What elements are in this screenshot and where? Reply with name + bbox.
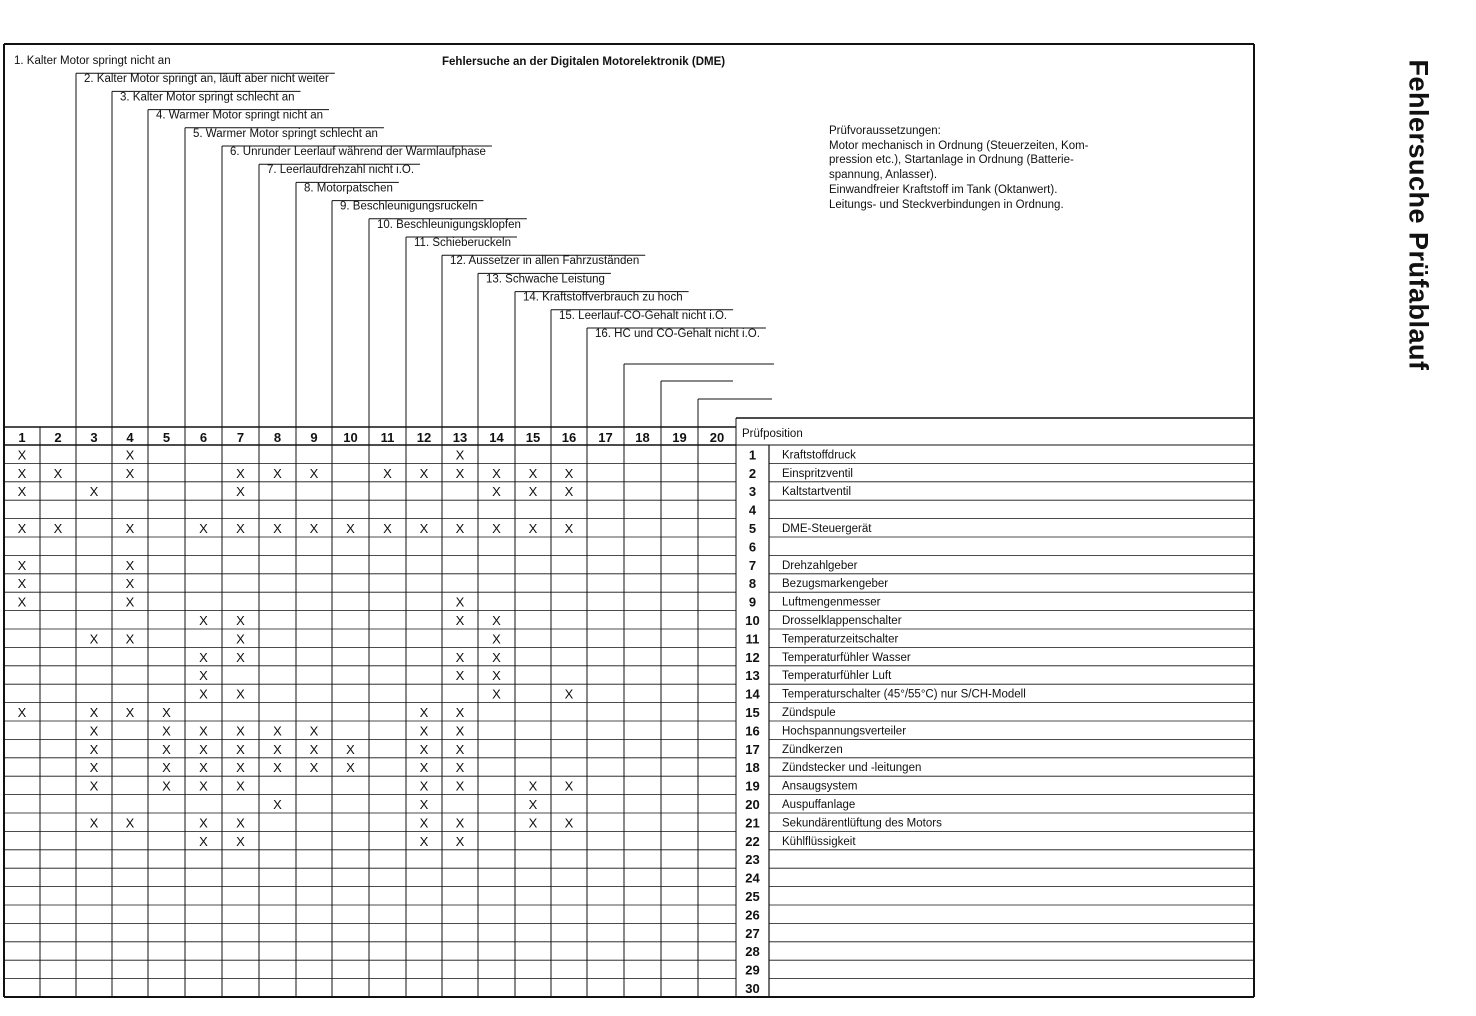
fault-label: 4. Warmer Motor springt nicht an [156, 109, 324, 122]
check-mark: X [89, 815, 99, 831]
fault-label: 10. Beschleunigungsklopfen [377, 218, 521, 231]
check-mark: X [236, 723, 245, 739]
position-label: Zündkerzen [782, 743, 843, 756]
check-mark: X [53, 465, 63, 481]
check-mark: X [419, 723, 429, 739]
position-label: Drehzahlgeber [782, 559, 858, 572]
position-label: Kraftstoffdruck [782, 449, 856, 462]
check-mark: X [236, 613, 245, 628]
check-mark: X [125, 576, 135, 592]
check-mark: X [125, 447, 135, 463]
check-mark: X [492, 484, 501, 500]
position-number: 7 [748, 557, 757, 573]
position-number: 2 [748, 465, 757, 481]
check-mark: X [492, 649, 501, 665]
check-mark: X [455, 741, 465, 757]
check-mark: X [162, 778, 171, 794]
precondition-line: pression etc.), Startanlage in Ordnung (Batterie- [829, 154, 1074, 166]
position-number: 15 [745, 705, 760, 720]
column-number: 19 [672, 430, 687, 445]
check-mark: X [419, 705, 429, 720]
column-number: 20 [709, 430, 725, 445]
check-mark: X [528, 484, 538, 500]
check-mark: X [273, 521, 282, 536]
position-label: Kühlflüssigkeit [782, 835, 856, 848]
column-number: 14 [489, 430, 504, 445]
check-mark: X [236, 631, 245, 647]
position-number: 16 [745, 723, 760, 739]
check-mark: X [236, 741, 245, 757]
column-number: 3 [90, 430, 98, 445]
check-mark: X [346, 741, 355, 757]
check-mark: X [455, 465, 465, 481]
check-mark: X [492, 631, 501, 647]
check-mark: X [199, 723, 208, 739]
precondition-line: spannung, Anlasser). [829, 169, 938, 181]
column-number: 9 [310, 430, 318, 445]
check-mark: X [455, 760, 465, 776]
position-label: Hochspannungsverteiler [782, 725, 907, 738]
column-number: 1 [18, 430, 26, 445]
precondition-line: Prüfvoraussetzungen: [829, 125, 941, 137]
check-mark: X [564, 484, 574, 500]
column-number: 6 [199, 430, 208, 445]
check-mark: X [273, 465, 282, 481]
column-number: 8 [273, 430, 282, 445]
check-mark: X [309, 521, 319, 536]
position-number: 20 [745, 797, 760, 812]
position-label: Zündspule [782, 707, 836, 719]
check-mark: X [455, 833, 465, 849]
column-number: 5 [162, 430, 171, 445]
check-mark: X [419, 815, 429, 831]
position-label: Ansaugsystem [782, 780, 858, 793]
check-mark: X [162, 705, 171, 720]
check-mark: X [89, 631, 99, 647]
column-number: 4 [126, 430, 134, 445]
fault-label: 5. Warmer Motor springt schlecht an [193, 127, 378, 140]
check-mark: X [455, 649, 465, 665]
precondition-line: Leitungs- und Steckverbindungen in Ordnung. [829, 199, 1064, 211]
position-number: 5 [748, 521, 757, 536]
check-mark: X [17, 557, 27, 573]
position-number: 10 [745, 613, 760, 628]
position-number: 22 [745, 833, 760, 849]
check-mark: X [492, 686, 501, 702]
position-label: Drosselklappenschalter [782, 615, 902, 627]
fault-labels [14, 55, 774, 427]
precondition-line: Motor mechanisch in Ordnung (Steuerzeiten, Kom- [829, 140, 1089, 152]
position-number: 14 [745, 686, 760, 702]
check-mark: X [528, 797, 538, 812]
position-number: 17 [745, 741, 760, 757]
fault-label: 3. Kalter Motor springt schlecht an [120, 91, 295, 104]
check-mark: X [492, 465, 501, 481]
position-label: Temperaturschalter (45°/55°C) nur S/CH-Modell [782, 688, 1026, 701]
position-number: 23 [745, 852, 760, 868]
fault-label: 8. Motorpatschen [304, 182, 393, 195]
position-number: 27 [745, 925, 760, 941]
check-mark: X [528, 521, 538, 536]
check-mark: X [564, 521, 574, 536]
fault-label: 16. HC und CO-Gehalt nicht i.O. [595, 328, 760, 340]
check-mark: X [199, 741, 208, 757]
position-label: Zündstecker und -leitungen [782, 762, 922, 775]
check-mark: X [89, 778, 99, 794]
check-mark: X [125, 815, 135, 831]
check-mark: X [383, 521, 392, 536]
column-number: 13 [452, 430, 468, 445]
check-mark: X [199, 815, 208, 831]
check-mark: X [455, 723, 465, 739]
check-mark: X [162, 760, 171, 776]
position-number: 25 [745, 889, 760, 904]
column-number: 2 [54, 430, 62, 445]
check-mark: X [564, 815, 574, 831]
check-mark: X [17, 576, 27, 592]
position-number: 30 [745, 981, 760, 996]
check-mark: X [309, 741, 319, 757]
check-mark: X [162, 741, 171, 757]
position-number: 12 [745, 649, 760, 665]
check-mark: X [89, 705, 99, 720]
check-mark: X [236, 686, 245, 702]
check-mark: X [455, 447, 465, 463]
column-numbers [18, 430, 724, 445]
check-mark: X [419, 778, 429, 794]
check-mark: X [273, 760, 282, 776]
column-number: 18 [635, 430, 650, 445]
check-mark: X [199, 686, 208, 702]
check-mark: X [89, 760, 99, 776]
check-mark: X [125, 705, 135, 720]
check-mark: X [236, 465, 245, 481]
check-mark: X [455, 521, 465, 536]
check-mark: X [236, 833, 245, 849]
check-mark: X [236, 778, 245, 794]
check-mark: X [492, 521, 501, 536]
check-mark: X [236, 521, 245, 536]
check-mark: X [455, 778, 465, 794]
check-mark: X [199, 649, 208, 665]
fault-label: 15. Leerlauf-CO-Gehalt nicht i.O. [559, 309, 728, 322]
position-number: 19 [745, 778, 760, 794]
position-number: 11 [745, 631, 760, 647]
check-mark: X [17, 447, 27, 463]
column-number: 10 [343, 430, 358, 445]
check-mark: X [419, 797, 429, 812]
check-mark: X [236, 760, 245, 776]
check-mark: X [236, 484, 245, 500]
check-mark: X [17, 521, 27, 536]
check-mark: X [455, 594, 465, 610]
check-mark: X [199, 613, 208, 628]
check-mark: X [419, 741, 429, 757]
position-number: 1 [748, 447, 757, 463]
check-mark: X [162, 723, 171, 739]
position-number: 26 [745, 907, 760, 923]
fault-label: 1. Kalter Motor springt nicht an [14, 55, 171, 67]
check-mark: X [53, 521, 63, 536]
check-mark: X [125, 557, 135, 573]
check-mark: X [89, 741, 99, 757]
check-mark: X [309, 465, 319, 481]
position-number: 6 [748, 539, 757, 555]
check-mark: X [17, 705, 27, 720]
check-mark: X [455, 815, 465, 831]
check-mark: X [89, 484, 99, 500]
check-mark: X [17, 465, 27, 481]
position-rows [745, 447, 1026, 996]
column-number: 15 [525, 430, 541, 445]
check-mark: X [199, 760, 208, 776]
check-mark: X [346, 521, 355, 536]
check-mark: X [199, 778, 208, 794]
position-label: DME-Steuergerät [782, 523, 872, 535]
position-number: 4 [748, 502, 757, 518]
position-number: 28 [745, 944, 760, 960]
column-number: 12 [416, 430, 432, 445]
check-mark: X [492, 613, 501, 628]
position-label: Temperaturfühler Luft [782, 670, 892, 683]
position-label: Luftmengenmesser [782, 596, 881, 609]
check-mark: X [564, 465, 574, 481]
check-mark: X [273, 797, 282, 812]
check-mark: X [455, 668, 465, 684]
check-mark: X [125, 521, 135, 536]
preconditions [829, 125, 1089, 211]
fault-label: 2. Kalter Motor springt an, läuft aber nicht weiter [84, 73, 329, 86]
fault-label: 11. Schieberuckeln [414, 237, 511, 249]
position-number: 21 [745, 815, 760, 831]
check-mark: X [492, 668, 501, 684]
check-mark: X [564, 778, 574, 794]
check-mark: X [236, 815, 245, 831]
check-mark: X [528, 815, 538, 831]
check-mark: X [564, 686, 574, 702]
fault-label: 13. Schwache Leistung [486, 273, 605, 286]
check-mark: X [419, 521, 429, 536]
check-mark: X [273, 741, 282, 757]
position-number: 13 [745, 668, 760, 684]
check-mark: X [528, 465, 538, 481]
position-label: Einspritzventil [782, 467, 853, 480]
grid-lines [4, 44, 1254, 997]
check-mark: X [89, 723, 99, 739]
side-title: Fehlersuche Prüfablauf [1403, 59, 1434, 371]
check-mark: X [199, 833, 208, 849]
check-mark: X [125, 465, 135, 481]
position-label: Temperaturfühler Wasser [782, 651, 911, 664]
position-label: Sekundärentlüftung des Motors [782, 817, 942, 830]
position-header: Prüfposition [742, 428, 803, 440]
column-number: 16 [561, 430, 577, 445]
check-mark: X [125, 631, 135, 647]
fault-label: 12. Aussetzer in allen Fahrzuständen [450, 255, 640, 268]
precondition-line: Einwandfreier Kraftstoff im Tank (Oktanwert). [829, 184, 1058, 196]
position-label: Bezugsmarkengeber [782, 578, 889, 591]
position-number: 9 [748, 594, 757, 610]
column-number: 7 [236, 430, 245, 445]
check-mark: X [309, 723, 319, 739]
check-mark: X [199, 521, 208, 536]
check-mark: X [236, 649, 245, 665]
check-mark: X [346, 760, 355, 776]
fault-label: 7. Leerlaufdrehzahl nicht i.O. [267, 164, 415, 177]
column-number: 11 [380, 430, 395, 445]
chart-title: Fehlersuche an der Digitalen Motorelektronik (DME) [442, 56, 726, 68]
check-mark: X [383, 465, 392, 481]
check-mark: X [455, 613, 465, 628]
check-mark: X [419, 465, 429, 481]
position-label: Temperaturzeitschalter [782, 633, 899, 646]
check-mark: X [309, 760, 319, 776]
position-label: Auspuffanlage [782, 799, 856, 811]
column-number: 17 [598, 430, 613, 445]
position-number: 3 [748, 484, 757, 500]
check-mark: X [528, 778, 538, 794]
check-mark: X [273, 723, 282, 739]
position-number: 24 [745, 870, 760, 886]
check-mark: X [419, 833, 429, 849]
check-mark: X [199, 668, 208, 684]
check-mark: X [17, 484, 27, 500]
check-mark: X [17, 594, 27, 610]
check-mark: X [419, 760, 429, 776]
position-number: 18 [745, 760, 760, 776]
position-number: 29 [745, 962, 760, 978]
fault-label: 6. Unrunder Leerlauf während der Warmlaufphase [230, 146, 486, 158]
fault-label: 14. Kraftstoffverbrauch zu hoch [523, 291, 683, 304]
position-label: Kaltstartventil [782, 486, 852, 499]
fault-label: 9. Beschleunigungsruckeln [340, 200, 478, 213]
check-mark: X [455, 705, 465, 720]
check-mark: X [125, 594, 135, 610]
position-number: 8 [748, 576, 757, 592]
